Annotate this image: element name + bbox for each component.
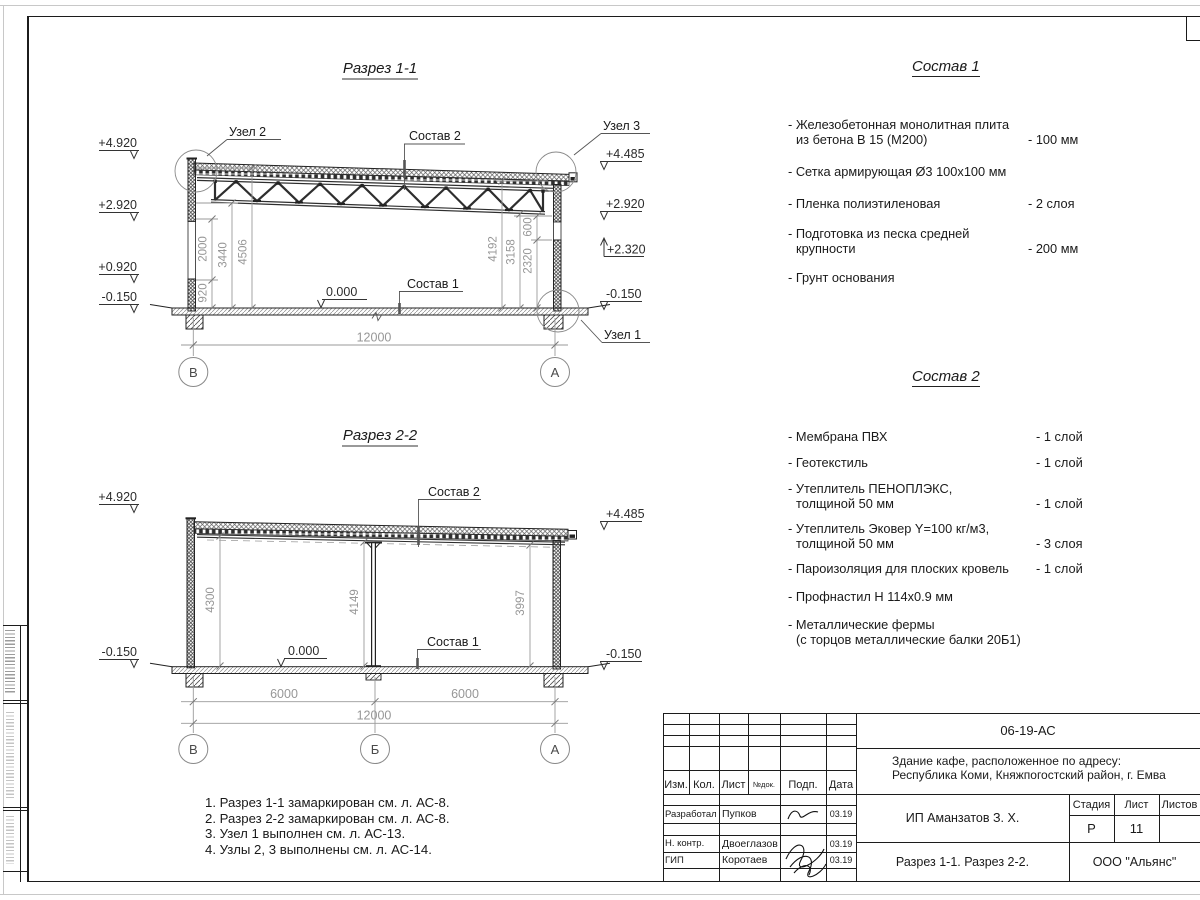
dim: 600 xyxy=(522,217,535,237)
node-3-label: Узел 3 xyxy=(603,119,641,133)
elev: +4.485 xyxy=(606,147,645,161)
elev: +2.320 xyxy=(607,242,646,257)
tb-header-izm: Изм. xyxy=(664,778,688,791)
sostav2-title: Состав 2 xyxy=(912,368,980,385)
dim: 4192 xyxy=(487,236,500,262)
tb-doc-number: 06-19-АС xyxy=(1000,723,1056,738)
tb-drawing-title: Разрез 1-1. Разрез 2-2. xyxy=(895,854,1030,869)
tb-sheets-label: Листов xyxy=(1161,798,1198,811)
dim: 3158 xyxy=(505,239,518,265)
axis-letter: Б xyxy=(370,742,380,757)
wall-left xyxy=(187,159,198,312)
middle-column xyxy=(365,543,382,667)
tb-date: 03.19 xyxy=(829,838,853,849)
elev: +4.920 xyxy=(98,490,137,504)
elev: +2.920 xyxy=(606,197,645,211)
tb-role: Н. контр. xyxy=(665,838,705,849)
elev: +4.920 xyxy=(98,136,137,150)
elev: -0.150 xyxy=(606,287,642,301)
list-item: - Мембрана ПВХ - 1 слой xyxy=(788,429,1083,444)
signature-razrabotal xyxy=(788,811,818,819)
tb-name: Пупков xyxy=(722,808,757,820)
list-item: - Металлические фермы (с торцов металлические балки 20Б1) xyxy=(788,617,1021,647)
span-dims xyxy=(181,677,568,733)
node-1-label: Узел 1 xyxy=(604,328,642,342)
wall-right xyxy=(553,541,561,670)
section-2-2-title: Разрез 2-2 xyxy=(342,427,418,444)
list-item: - Утеплитель ПЕНОПЛЭКС, толщиной 50 мм - 1 слой xyxy=(788,481,1083,511)
tb-role: ГИП xyxy=(665,854,684,866)
axis-letter: А xyxy=(550,365,560,380)
tb-client: ИП Аманзатов З. Х. xyxy=(905,811,1020,825)
dim: 4506 xyxy=(237,239,250,265)
note-line: 4. Узлы 2, 3 выполнены см. л. АС-14. xyxy=(205,841,432,857)
dim: 3997 xyxy=(515,590,527,616)
foundation-right xyxy=(544,315,563,329)
list-item: - Пароизоляция для плоских кровель - 1 слой xyxy=(788,561,1083,576)
section-2-2 xyxy=(98,427,644,764)
sostav1-ref-label: Состав 1 xyxy=(427,635,479,649)
dim: 3440 xyxy=(217,242,230,268)
sostav2-ref-label: Состав 2 xyxy=(409,129,461,143)
elev: -0.150 xyxy=(101,290,137,304)
span-6000-right: 6000 xyxy=(451,687,479,701)
span-6000-left: 6000 xyxy=(270,687,298,701)
section-1-1-title: Разрез 1-1 xyxy=(342,60,418,77)
sostav2-ref-label: Состав 2 xyxy=(428,485,480,499)
list-item: - Геотекстиль - 1 слой xyxy=(788,455,1083,470)
foundation-left xyxy=(186,674,203,688)
tb-project: Здание кафе, расположенное по адресу: Республика Коми, Княжпогостский район, г. Емва xyxy=(892,754,1166,782)
wall-left xyxy=(187,518,195,668)
tb-header-data: Дата xyxy=(828,778,854,791)
tb-name: Коротаев xyxy=(722,854,768,866)
foundation-right xyxy=(544,674,563,688)
tb-company: ООО "Альянс" xyxy=(1092,854,1177,869)
tb-header-ndok: №док. xyxy=(753,780,775,789)
zero-mark xyxy=(318,285,368,308)
tb-header-kol: Кол. xyxy=(693,778,715,791)
dim: 4300 xyxy=(205,587,217,613)
wall-right xyxy=(554,185,562,312)
foundation-left xyxy=(186,315,203,329)
elev: -0.150 xyxy=(101,645,137,659)
dim: 920 xyxy=(197,283,210,303)
section-1-1 xyxy=(98,60,650,387)
elevations-left xyxy=(99,151,139,313)
tb-date: 03.19 xyxy=(829,809,853,819)
floor-slab xyxy=(172,667,588,674)
axis-letter: В xyxy=(188,365,198,380)
list-item: - Грунт основания xyxy=(788,270,895,285)
note-line: 2. Разрез 2-2 замаркирован см. л. АС-8. xyxy=(205,810,450,826)
signatures xyxy=(780,801,826,879)
dim: 2000 xyxy=(197,236,210,262)
sostav1-title: Состав 1 xyxy=(912,58,980,75)
tb-name: Двоеглазов xyxy=(722,837,778,850)
svg-text:0.000: 0.000 xyxy=(288,644,320,658)
span-12000: 12000 xyxy=(356,708,392,723)
foundation-mid xyxy=(366,674,381,681)
note-line: 3. Узел 1 выполнен см. л. АС-13. xyxy=(205,826,406,842)
floor-slab xyxy=(172,308,588,315)
tb-sheet-value: 11 xyxy=(1129,821,1144,836)
axis-letter: В xyxy=(188,742,198,757)
node-2-label: Узел 2 xyxy=(229,125,267,139)
dim: 4149 xyxy=(349,589,361,615)
axis-letter: А xyxy=(550,742,560,757)
tb-role: Разработал xyxy=(665,808,717,820)
tb-header-list: Лист xyxy=(721,778,746,791)
dim: 2320 xyxy=(522,248,535,274)
notes xyxy=(205,795,450,857)
svg-text:0.000: 0.000 xyxy=(326,285,358,299)
elev: +0.920 xyxy=(98,260,137,274)
signature-gip xyxy=(786,845,826,877)
elev: +4.485 xyxy=(606,507,645,521)
elev: +2.920 xyxy=(98,198,137,212)
title-block xyxy=(663,713,1200,882)
tb-header-podp: Подп. xyxy=(788,778,818,791)
list-item: - Железобетонная монолитная плита из бетона В 15 (М200) - 100 мм xyxy=(788,117,1079,147)
span-12000: 12000 xyxy=(356,330,392,345)
list-item: - Профнастил Н 114х0.9 мм xyxy=(788,589,953,604)
list-item: - Подготовка из песка средней крупности - 200 мм xyxy=(788,226,1079,256)
tb-date: 03.19 xyxy=(829,855,853,865)
list-item: - Утеплитель Эковер Y=100 кг/м3, толщиной 50 мм - 3 слоя xyxy=(788,521,1083,551)
list-item: - Сетка армирующая Ø3 100х100 мм xyxy=(788,164,1007,179)
zero-mark xyxy=(278,644,328,667)
tb-sheet-label: Лист xyxy=(1124,798,1149,811)
note-line: 1. Разрез 1-1 замаркирован см. л. АС-8. xyxy=(205,795,450,810)
sostav1-ref-label: Состав 1 xyxy=(407,277,459,291)
tb-stage-value: Р xyxy=(1087,821,1096,836)
tb-stage-label: Стадия xyxy=(1072,798,1111,811)
elev: -0.150 xyxy=(606,647,642,661)
list-item: - Пленка полиэтиленовая - 2 слоя xyxy=(788,196,1075,211)
